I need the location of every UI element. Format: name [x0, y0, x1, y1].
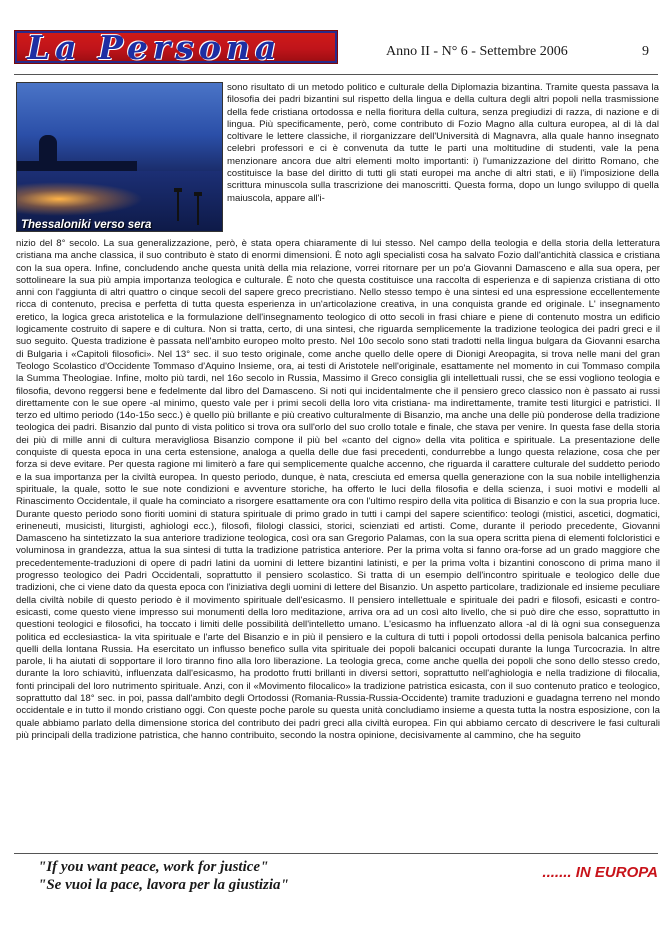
- city-lights-shape: [17, 179, 157, 219]
- issue-info: Anno II - N° 6 - Settembre 2006: [386, 44, 568, 59]
- street-lamp-shape: [197, 195, 199, 225]
- photo-caption: Thessaloniki verso sera: [21, 219, 152, 231]
- header-divider: [14, 74, 658, 75]
- motto-english: "If you want peace, work for justice": [38, 859, 269, 875]
- white-tower-shape: [39, 135, 57, 165]
- shoreline-shape: [17, 161, 137, 171]
- section-tag: ....... IN EUROPA: [542, 864, 658, 881]
- page-number: 9: [642, 44, 649, 59]
- street-lamp-shape: [177, 191, 179, 221]
- article-paragraph-main: nizio del 8° secolo. La sua generalizzazione, però, è stata opera chiaramente di lui stesso. Nel campo della teologia e della storia della letteratura cristiana ma anche classica, il suo contributo è stato di enormi dimensioni. È noto agli specialisti cosa ha salvato Fozio dall'antichità classica e cristiana con la sua opera. Infine, concludendo anche questa unità della mia relazione, vorrei ritornare per un po'a Giovanni Damasceno e alla sua opera, per sottolineare la sua più ampia importanza teologica e culturale. È noto che questa costituisce una raccolta di esperienza e di sapienza cristiana di otto anni con l'aggiunta di altri quattro o cinque secoli del sapere greco precristiano. Nello stesso tempo è una sintesi ed una espressione eccellentemente ricca di contenuto, precisa e perfetta di tutta questa esperienza in un'articolazione creativa, in una conquista grande ed originale. L' insegnamento eretico, la logica greca aristotelica e la formulazione dell'insegnamento teologico di otto secoli in frasi chiare e piene di contenuto mostra un edificio logicamente costruito di sapere e di cultura. Non si tratta, certo, di una sintesi, che riguarda semplicemente la tradizione teologica dei padri greci e il suo seguito. Questa tradizione è passata nell'ambito europeo molto presto. Nel 10o secolo sono stati tradotti nella lingua bulgara da Giovanni esarcha di Bulgaria i «Capitoli filosofici». Nel 13° sec. il suo testo originale, come anche quello delle opere di Dionigi Areopagita, si trova nelle mani del gran Teologo Scolastico d'Occidente Tommaso d'Aquino Insieme, ora, ai testi di Aristotele nell'originale, esattamente nel momento in cui Tommaso compila la Summa Theologiae. Infine, molto più tardi, nel 16o secolo in Russia, Massimo il Greco consiglia gli intellettuali russi, che se essi vogliono teologia e filosofia, devono reggersi bene e fedelmente dal libro del Damasceno. Si noti qui incidentalmente che il pensiero greco classico non è passato ai russi direttamente con le sue opere -al minimo, questo vale per i primi secoli della loro vita cristiana- ma indirettamente, tramite testi liturgici e patristici. Il terzo ed ultimo periodo (14o-15o secc.) è quello più brillante e più creativo culturalmente di Bisanzio, ma anche una delle più ponderose della tradizione teologica dei padri. Bisanzio dal punto di vista politico si trova ora sull'orlo del suo crollo totale e finale, che stava per venire. In questa fase della storia dei più di mille anni di cultura meravigliosa Bisanzio compone il più bel «canto del cigno» della vita politica e spirituale. La presentazione delle conquiste di questa epoca in una certa estensione, analoga a quella delle due fasi precedenti, condurrebbe a lungo questa relazione, cosa che per forza si deve evitare. Per questa ragione mi limiterò a fare qui semplicemente qualche accenno, che riguarda il carattere culturale del suddetto periodo e la sua importanza per la civiltà europea. In questo periodo, dunque, è nata, cresciuta ed emersa quella generazione con la sua nobile intellighenzia spirituale, la quale, sotto le sue note condizioni e avventure storiche, ha offerto le luci della filosofia e della scienza, i suoi motivi e modelli al Rinascimento Occidentale, il quale ha cominciato a risorgere esattamente ora con l'ultimo respiro della vita politica di Bisanzio e con la sua propria luce. Durante questo periodo sono fioriti uomini di statura spirituale di primo grado in tutti i campi del sapere scientifico: teologi (mistici, ascetici, dogmatici, erineneuti, musicisti, liturgisti, aghiologi ecc.), filosofi, filologi classici, storici, scienziati ed artisti. Come, durante il periodo precedente, Giovanni Damasceno ha sintetizzato la sua anteriore tradizione teologica, così ora san Gregorio Palamas, con la sua opera scritta piena di elementi folcloristici e voluminosa in grandezza, attua la sua sintesi di tutta la tradizione patristica anteriore. Per la prima volta si fanno ora-forse ad un grado maggiore che precedentemente-traduzioni di opere di padri latini da uomini di lettere bizantini latinisti, e per la prima volta i bizantini conoscono di prima mano il progresso teologico dei Padri Occidentali, soprattutto il pensiero scolastico. Si tratta di un esempio dell'incontro spirituale e teologico delle due tradizioni, che ci viene dato da questa epoca con l'iniziativa degli uomini di lettere del Bisanzio. Un aspetto particolare, tradizionale ed insieme peculiare della civiltà nobile di questo periodo è il movimento spirituale dell'esicasmo. Il pensiero intellettuale e spirituale dei padri e filosofi, esicasti e contro-esicasti, come questo viene impresso sui monumenti della loro meditazione, arriva ora ad un così alto livello, che si può dire che esso, soprattutto in questioni teologici e filosofici, ha toccato i limiti delle possibilità dell'intelletto umano. L'esicasmo ha influenzato allora -al di là ogni sua conseguenza politica ed ecclesiastica- la vita spirituale e l'arte del Bisanzio e in più il pensiero e la cultura di tutti i popoli ortodossi della penisola balcanica perfino quelli della lontana Russia. Ha esercitato un influsso benefico sulla vita spirituale dei popoli balcanici occupati durante la lunga Turcocrazia. In altre parole, li ha aiutati di sopportare il loro tiranno fino alla loro liberazione. La teologia greca, come anche quella dei popoli che sono dello stesso credo, durante la loro schiavitù, influenzata dall'esicasmo, ha prodotto frutti brillanti in diversi settori, soprattutto nell'aghiologia e nella tradizione di filocalia, fonti principali del loro nutrimento spirituale. Anzi, con il «Movimento filocalico» la tradizione patristica esicasta, con il suo contenuto pratico e teologico, soprattutto dal 18° sec. in poi, passa dall'ambito degli Ortodossi (Romania-Russia-Russia-Occidente) tramite traduzioni e guadagna terreno nel mondo occidentale e in tutto il mondo cristiano oggi. Con queste poche parole su questa unità concludiamo insieme a questa tutta la nostra esposizione, con la quale abbiamo parlato della dimensione storica del contributo dei padri greci alla civiltà europea. Fin qui abbiamo cercato di descrivere le fasi culturali più principali della tradizione patristica, che hanno contribuito, secondo la nostra opinione, decisivamente al cammino, che ha seguito: [16, 238, 660, 741]
- masthead: [14, 28, 658, 67]
- article-paragraph-top: sono risultato di un metodo politico e culturale della Diplomazia bizantina. Tramite questa passava la filosofia dei padri bizantini sul rispetto della lingua e della cultura degli altri popoli nella trasmissione della fede cristiana ortodossa e nella fioritura della cultura, senza pregiudizi di razza, di nazione e di lingua. Più specificamente, però, come contributo di Fozio Magno alla cultura europea, al di là dal coltivare le lettere classiche, il riorganizzare dell'Università di Magnavra, alla quale hanno insegnato celebri professori e ci è convenuta da tutte le parti una moltitudine di studenti, vale la pena menzionare ancora due altri elementi molto importanti: i) l'umanizzazione del diritto Romano, che costituisce la base del diritto di tutti gli stati europei ma anche di altri stati, e ii) l'imposizione della scrittura minuscola sulla trascrizione dei manoscritti. Questa forma, dopo un lungo sviluppo di quella maiuscola, appare all'i-: [227, 82, 659, 204]
- logo-text: La Persona: [27, 28, 282, 67]
- footer-divider: [14, 853, 658, 854]
- motto-italian: "Se vuoi la pace, lavora per la giustizia": [38, 877, 289, 893]
- magazine-logo: [14, 28, 338, 67]
- thessaloniki-photo: [16, 82, 223, 232]
